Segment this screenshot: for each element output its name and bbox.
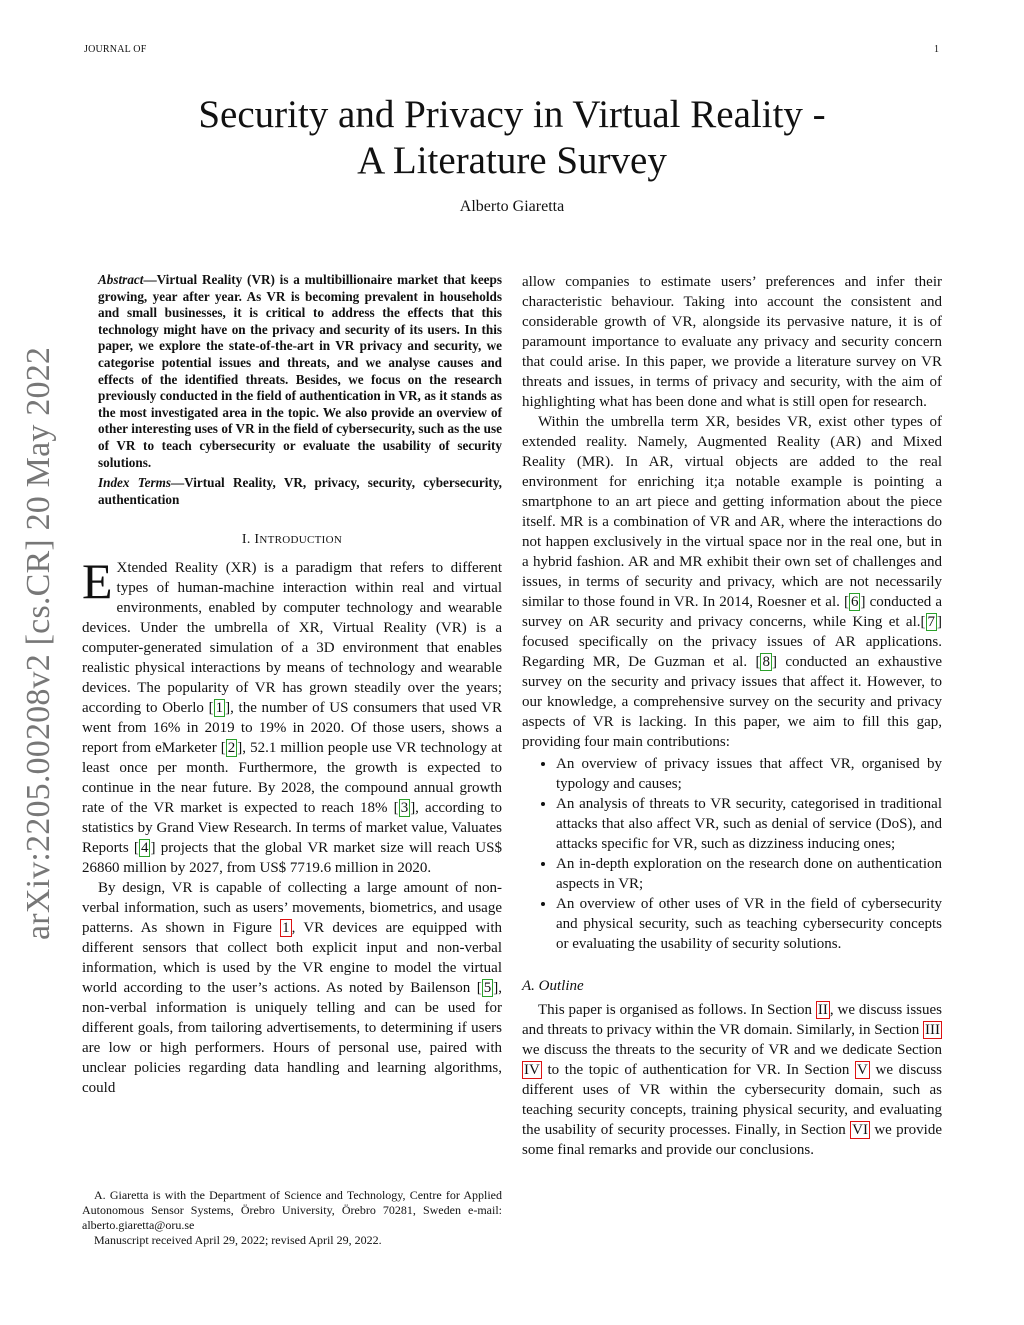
list-item: • An overview of privacy issues that affect VR, organised by typology and causes; [556, 754, 942, 794]
index-terms-label: Index Terms [98, 475, 171, 491]
citation-link[interactable]: 1 [215, 700, 224, 717]
index-terms [98, 475, 502, 508]
citation-link[interactable]: 5 [483, 980, 492, 997]
intro-paragraph-3: allow companies to estimate users’ preferences and infer their characteristic behaviour. Taking into account the consistent and considerable growth of VR, alongside its pervasive nature, it is of paramount importance to evaluate any privacy and security concern that could arise. In this paper, we provide a literature survey on VR threats and issues, in terms of privacy and security, with the aim of highlighting what has been done and what is still open for research. [522, 274, 942, 410]
citation-link[interactable]: 3 [400, 800, 409, 817]
running-header: JOURNAL OF [84, 44, 147, 55]
citation-link[interactable]: 6 [850, 594, 859, 610]
footnote-manuscript: Manuscript received April 29, 2022; revised April 29, 2022. [94, 1233, 382, 1247]
section-link[interactable]: IV [524, 1062, 540, 1078]
list-item: • An in-depth exploration on the research done on authentication aspects in VR; [556, 854, 942, 894]
author: Alberto Giaretta [459, 198, 565, 215]
drop-cap: E [82, 553, 113, 610]
abstract-text: —Virtual Reality (VR) is a multibillionaire market that keeps growing, year after year. As VR is becoming prevalent in households and small businesses, it is critical to address the effects that this technology might have on the privacy and security of its users. In this paper, we explore the state-of-the-art in VR privacy and security, we categorise potential issues and threats, and we analyse causes and effects of the identified threats. Besides, we focus on the research previously conducted in the field of authentication in VR, as it stands as the most investigated area in the topic. We also provide an overview of other interesting uses of VR in the field of cybersecurity, such as the use of VR to teach cybersecurity or evaluate the usability of security solutions. [98, 272, 502, 470]
outline-paragraph: This paper is organised as follows. In Section II , we discuss issues and threats to privacy within the VR domain. Similarly, in Section III we discuss the threats to the security of VR and we dedicate Section IV to the topic of authentication for VR. In Section V we discuss different uses of VR within the cybersecurity domain, such as teaching security concepts, training physical security, and evaluating the usability of security processes. Finally, in Section VI we provide some final remarks and provide our conclusions. [522, 1002, 943, 1158]
list-item: • An analysis of threats to VR security, categorised in traditional attacks that also affect VR, such as denial of service (DoS), and attacks specific for VR, such as dizziness inducing ones; [556, 794, 942, 854]
index-terms-text: —Virtual Reality, VR, privacy, security, cybersecurity, authentication [98, 475, 502, 507]
intro-paragraph-4: Within the umbrella term XR, besides VR, exist other types of extended reality. Namely, Augmented Reality (AR) and Mixed Reality (MR). In AR, virtual objects are added to the real environment for enriching it;a notable example is pointing a smartphone to an art piece and getting information about the piece itself. MR is a combination of VR and AR, where the interactions do not happen exclusively in the virtual space nor in the real one, but in a hybrid fashion. AR and MR exhibit their own set of challenges and issues, in terms of security and privacy, which are not necessarily similar to those found in VR. In 2014, Roesner et al. [ 6 ] conducted a survey on AR security and privacy concerns, while King et al.[ 7 ] focused specifically on the privacy issues of AR applications. Regarding MR, De Guzman et al. [ 8 ] conducted an exhaustive survey on the security and privacy issues that affect it. However, to our knowledge, a comprehensive survey on the security and privacy aspects of VR is lacking. In this paper, we aim to fill this gap, providing four main contributions: [522, 414, 942, 750]
footnote [82, 1188, 502, 1248]
citation-link[interactable]: 8 [762, 654, 770, 670]
citation-link[interactable]: 2 [227, 740, 236, 757]
page-number: 1 [934, 44, 940, 55]
section-link[interactable]: II [817, 1002, 828, 1018]
section-link[interactable]: V [857, 1062, 868, 1078]
paper-title [100, 92, 924, 184]
list-item: • An overview of other uses of VR in the field of cybersecurity and physical security, such as teaching cybersecurity concepts or evaluating the usability of security solutions. [556, 894, 942, 954]
title-line-1: Security and Privacy in Virtual Reality - [198, 93, 826, 136]
right-column [522, 272, 942, 1160]
abstract [98, 272, 502, 471]
footnote-affiliation: A. Giaretta is with the Department of Science and Technology, Centre for Applied Autonomous Sensor Systems, Örebro University, Örebro 70281, Sweden e-mail: alberto.giaretta@oru.se [82, 1188, 502, 1232]
subsection-heading-outline: A. Outline [522, 978, 584, 994]
left-column [82, 272, 502, 1098]
title-block [100, 92, 924, 216]
contributions-list [522, 754, 942, 954]
section-link[interactable]: VI [852, 1122, 868, 1138]
section-heading-introduction: I. INTRODUCTION [241, 532, 343, 548]
citation-link[interactable]: 7 [927, 614, 935, 630]
citation-link[interactable]: 4 [140, 840, 149, 857]
arxiv-stamp: arXiv:2205.00208v2 [cs.CR] 20 May 2022 [20, 346, 57, 940]
abstract-label: Abstract [98, 272, 144, 287]
figure-link[interactable]: 1 [282, 920, 290, 937]
intro-paragraph-1: E Xtended Reality (XR) is a paradigm that refers to different types of human-machine interaction within real and virtual environments, enabled by computer technology and wearable devices. Under the umbrella of XR, Virtual Reality (VR) is a computer-generated simulation of a 3D environment that enables realistic physical interactions by means of technology and wearable devices. The popularity of VR has grown steadily over the years; according to Oberlo [ 1 ], the number of US consumers that used VR went from 16% in 2019 to 19% in 2020. Of those users, shows a report from eMarketer [ 2 ], 52.1 million people use VR technology at least once per month. Furthermore, the growth is expected to continue in the near future. By 2028, the compound annual growth rate of the VR market is expected to reach 18% [ 3 ], according to statistics by Grand View Research. In terms of market value, Valuates Reports [ 4 ] projects that the global VR market size will reach US$ 26860 million by 2027, from US$ 7719.6 million in 2020. [82, 553, 502, 877]
section-link[interactable]: III [925, 1022, 940, 1038]
title-line-2: A Literature Survey [357, 139, 667, 182]
intro-paragraph-2: By design, VR is capable of collecting a large amount of non-verbal information, such as users’ movements, biometrics, and usage patterns. As shown in Figure 1 , VR devices are equipped with different sensors that collect both explicit input and non-verbal information, which is used by the VR engine to model the virtual world according to the user’s actions. As noted by Bailenson [ 5 ], non-verbal information is uniquely telling and can be used for different goals, from tailoring advertisements, to determining if users are low or high performers. Hours of personal use, paired with unclear policies regarding data handling and learning algorithms, could [82, 880, 502, 1097]
